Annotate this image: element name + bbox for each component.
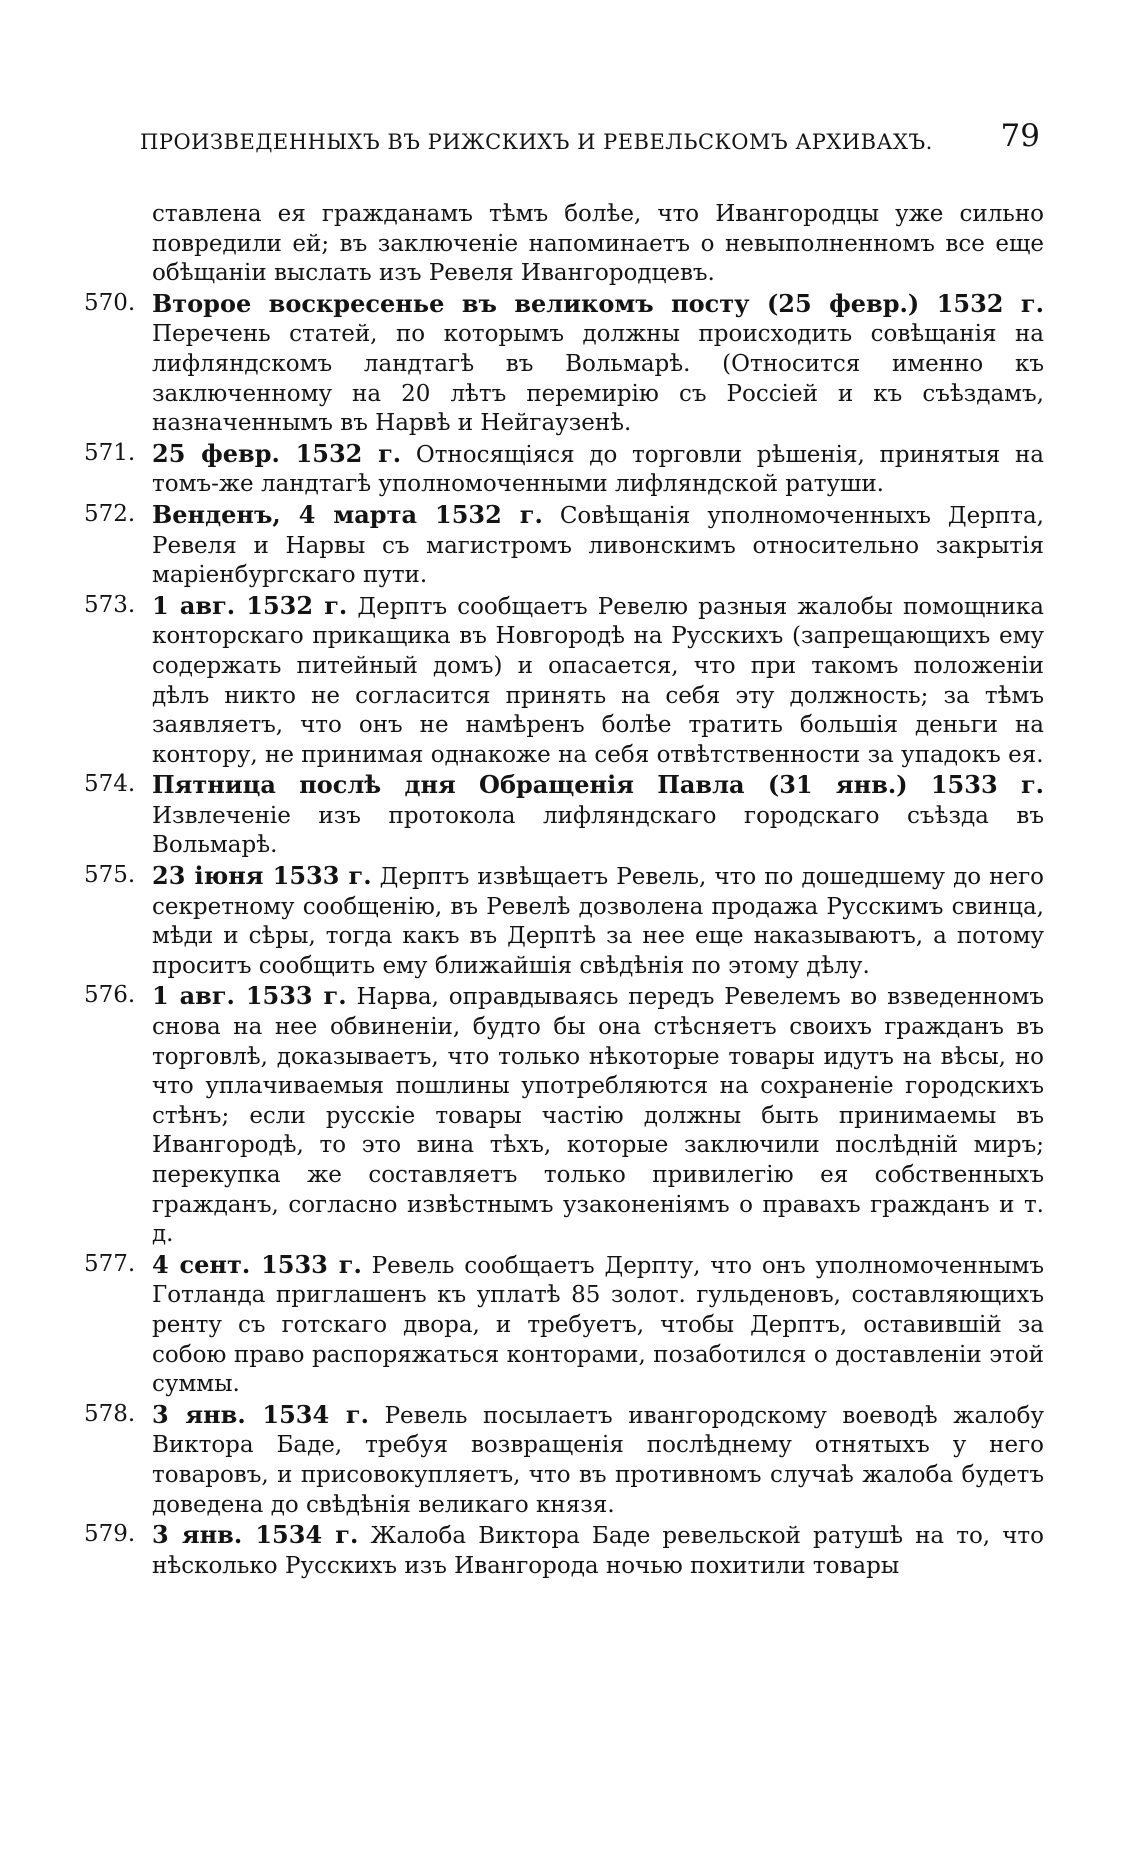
page-number: 79 — [1000, 118, 1040, 154]
entry-description: Нарва, оправдываясь передъ Ревелемъ во взведенномъ снова на нее обвиненіи, будто бы она стѣсняетъ своихъ гражданъ въ торговлѣ, доказываетъ, что только нѣкоторые товары идутъ на вѣсы, но что уплачиваемыя пошлины употребляются на сохраненіе городскихъ стѣнъ; если русскіе товары частію должны быть принимаемы въ Ивангородѣ, то это вина тѣхъ, которые заключили послѣдній миръ; перекупка же составляетъ только привилегію ея собственныхъ гражданъ, согласно извѣстнымъ узаконеніямъ о правахъ гражданъ и т. д. — [152, 984, 1044, 1248]
running-head: ПРОИЗВЕДЕННЫХЪ ВЪ РИЖСКИХЪ И РЕВЕЛЬСКОМЪ АРХИВАХЪ. — [140, 130, 933, 154]
list-item — [84, 289, 1044, 439]
entry-body — [152, 500, 1044, 591]
entry-body — [152, 289, 1044, 439]
entry-date: 3 янв. 1534 г. — [152, 1520, 359, 1550]
entry-body — [152, 1400, 1044, 1520]
entry-description: Перечень статей, по которымъ должны происходить совѣщанія на лифляндскомъ ландтагѣ въ Вольмарѣ. (Относится именно къ заключенному на 20 лѣтъ перемирію съ Россіей и къ съѣздамъ, назначеннымъ въ Нарвѣ и Нейгаузенѣ. — [152, 321, 1044, 437]
entry-number: 577. — [84, 1250, 136, 1277]
entry-description: Извлеченіе изъ протокола лифляндскаго городскаго съѣзда въ Вольмарѣ. — [152, 802, 1044, 859]
entry-body — [152, 591, 1044, 771]
entry-number: 575. — [84, 862, 136, 889]
list-item — [84, 981, 1044, 1249]
entry-date: 1 авг. 1532 г. — [152, 590, 348, 620]
continuation-paragraph: ставлена ея гражданамъ тѣмъ болѣе, что Ивангородцы уже сильно повредили ей; въ заключеніе напоминаетъ о невыполненномъ все еще обѣщаніи выслать изъ Ревеля Ивангородцевъ. — [152, 201, 1044, 287]
list-item — [84, 439, 1044, 500]
entry-description: Жалоба Виктора Баде ревельской ратушѣ на то, что нѣсколько Русскихъ изъ Ивангорода ночью похитили товары — [152, 1523, 1045, 1579]
entry-description: Совѣщанія уполномоченныхъ Дерпта, Ревеля и Нарвы съ магистромъ ливонскимъ относительно закрытія маріенбургскаго пути. — [152, 502, 1044, 589]
list-item — [84, 591, 1044, 771]
entry-date: Пятница послѣ дня Обращенія Павла (31 янв.) 1533 г. — [152, 770, 1044, 800]
entry-number: 570. — [84, 289, 136, 316]
entry-number: 574. — [84, 771, 136, 798]
list-item — [84, 770, 1044, 861]
entry-number: 572. — [84, 500, 136, 527]
entry-description: Ревель сообщаетъ Дерпту, что онъ уполномоченнымъ Готланда приглашенъ къ уплатѣ 85 золот. гульденовъ, составляющихъ ренту съ готскаго двора, и требуетъ, чтобы Дерптъ, оставившій за собою право распоряжаться конторами, позаботился о доставленіи этой суммы. — [152, 1252, 1044, 1398]
list-item — [84, 500, 1044, 591]
entry-number: 578. — [84, 1400, 136, 1427]
entry-number: 579. — [84, 1521, 136, 1548]
list-item — [84, 1520, 1044, 1581]
entry-description: Ревель посылаетъ ивангородскому воеводѣ жалобу Виктора Баде, требуя возвращенія послѣднему отнятыхъ у него товаровъ, и присовокупляетъ, что въ противномъ случаѣ жалоба будетъ доведена до свѣдѣнія великаго князя. — [152, 1402, 1044, 1518]
entry-date: 4 сент. 1533 г. — [152, 1249, 362, 1279]
entry-body — [152, 1250, 1044, 1400]
entry-body — [152, 981, 1044, 1249]
entry-date: 3 янв. 1534 г. — [152, 1399, 369, 1429]
page-body — [84, 200, 1044, 1581]
list-item — [84, 861, 1044, 981]
entry-description: Дерптъ извѣщаетъ Ревель, что по дошедшему до него секретному сообщенію, въ Ревелѣ дозволена продажа Русскимъ свинца, мѣди и сѣры, тогда какъ въ Дерптѣ за нее еще наказываютъ, а потому проситъ сообщить ему ближайшія свѣдѣнія по этому дѣлу. — [152, 864, 1044, 979]
entry-date: 25 февр. 1532 г. — [152, 438, 402, 468]
entry-date: Второе воскресенье въ великомъ посту (25 февр.) 1532 г. — [152, 288, 1044, 318]
entry-date: Венденъ, 4 марта 1532 г. — [152, 499, 543, 529]
list-item — [84, 1250, 1044, 1400]
entry-description: Дерптъ сообщаетъ Ревелю разныя жалобы помощника конторскаго прикащика въ Новгородѣ на Русскихъ (запрещающихъ ему содержать питейный домъ) и опасается, что при такомъ положеніи дѣлъ никто не согласится принять на себя эту должность; за тѣмъ заявляетъ, что онъ не намѣренъ болѣе тратить большія деньги на контору, не принимая однакоже на себя отвѣтственности за упадокъ ея. — [152, 593, 1045, 768]
entry-body — [152, 770, 1044, 861]
entry-date: 23 іюня 1533 г. — [152, 861, 372, 891]
entry-number: 573. — [84, 591, 136, 618]
entry-list — [84, 289, 1044, 1582]
entry-number: 571. — [84, 439, 136, 466]
entry-body — [152, 861, 1044, 981]
entry-body — [152, 1520, 1044, 1581]
entry-number: 576. — [84, 982, 136, 1009]
page-header — [140, 118, 1040, 162]
entry-date: 1 авг. 1533 г. — [152, 981, 347, 1011]
entry-description: Относящіяся до торговли рѣшенія, принятыя на томъ-же ландтагѣ уполномоченными лифляндской ратуши. — [152, 441, 1044, 498]
entry-body — [152, 439, 1044, 500]
list-item — [84, 1400, 1044, 1520]
